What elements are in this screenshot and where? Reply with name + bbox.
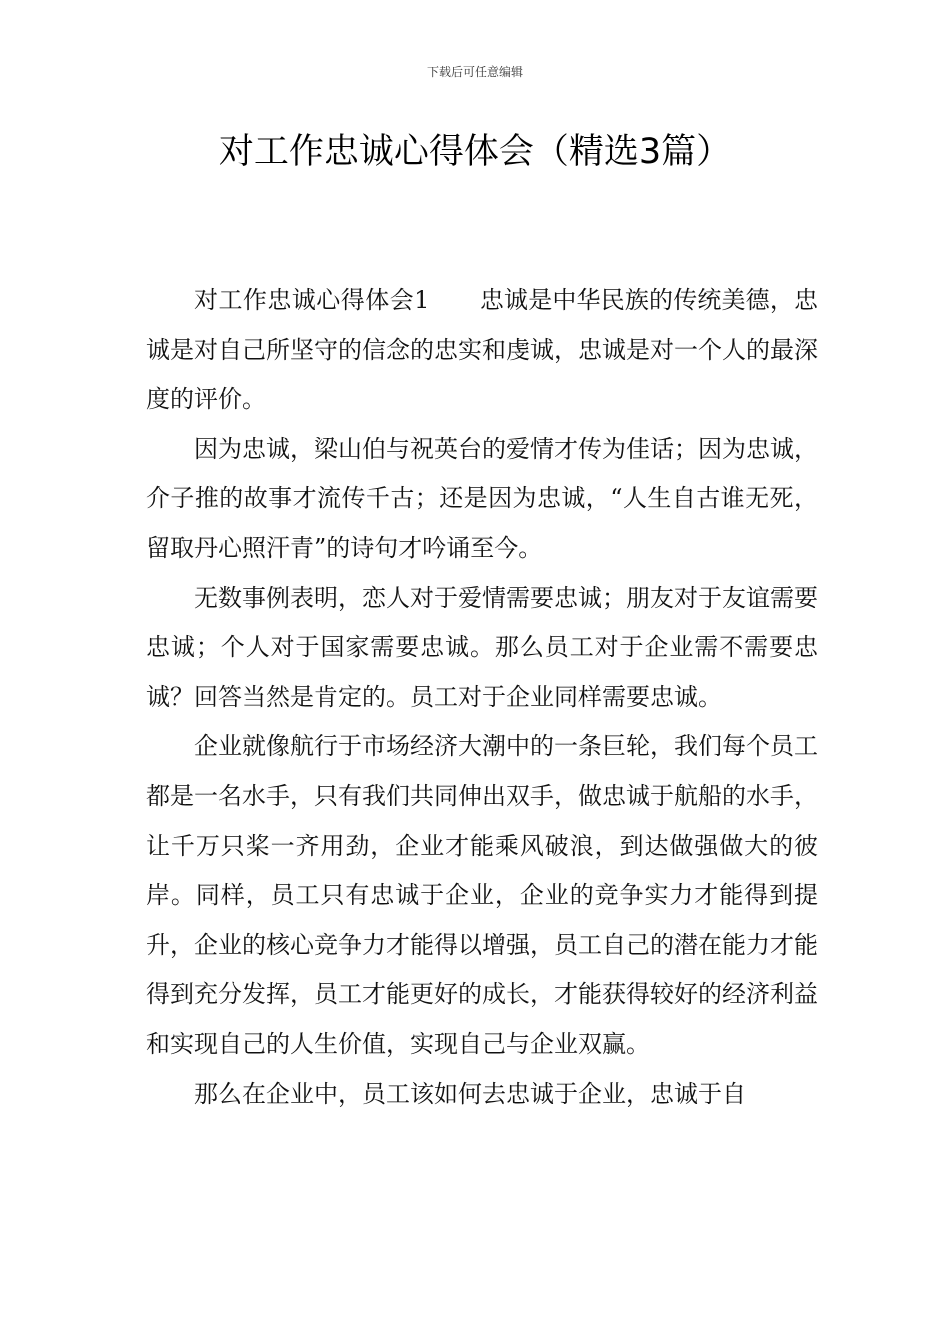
paragraph-5: 那么在企业中，员工该如何去忠诚于企业，忠诚于自 [194,1079,746,1108]
paragraph-3: 无数事例表明，恋人对于爱情需要忠诚；朋友对于友谊需要忠诚；个人对于国家需要忠诚。那么员工对于企业需不需要忠诚？回答当然是肯定的。员工对于企业同样需要忠诚。 [146,583,818,711]
paragraph-4: 企业就像航行于市场经济大潮中的一条巨轮，我们每个员工都是一名水手，只有我们共同伸出双手，做忠诚于航船的水手，让千万只桨一齐用劲，企业才能乘风破浪，到达做强做大的彼岸。同样，员工只有忠诚于企业，企业的竞争实力才能得到提升，企业的核心竞争力才能得以增强，员工自己的潜在能力才能得到充分发挥，员工才能更好的成长，才能获得较好的经济利益和实现自己的人生价值，实现自己与企业双赢。 [146,732,818,1058]
document-title: 对工作忠诚心得体会（精选3篇） [218,132,732,172]
paragraph-1 [146,276,818,425]
paragraph-2: 因为忠诚，梁山伯与祝英台的爱情才传为佳话；因为忠诚，介子推的故事才流传千古；还是因为忠诚，“人生自古谁无死，留取丹心照汗青”的诗句才吟诵至今。 [146,434,818,562]
document-body [146,276,818,1119]
section-label: 对工作忠诚心得体会1 [194,286,430,314]
page-header-note: 下载后可任意编辑 [426,65,523,79]
paragraph-1-text: 忠诚是中华民族的传统美德，忠诚是对自己所坚守的信念的忠实和虔诚，忠诚是对一个人的最深度的评价。 [146,286,818,414]
